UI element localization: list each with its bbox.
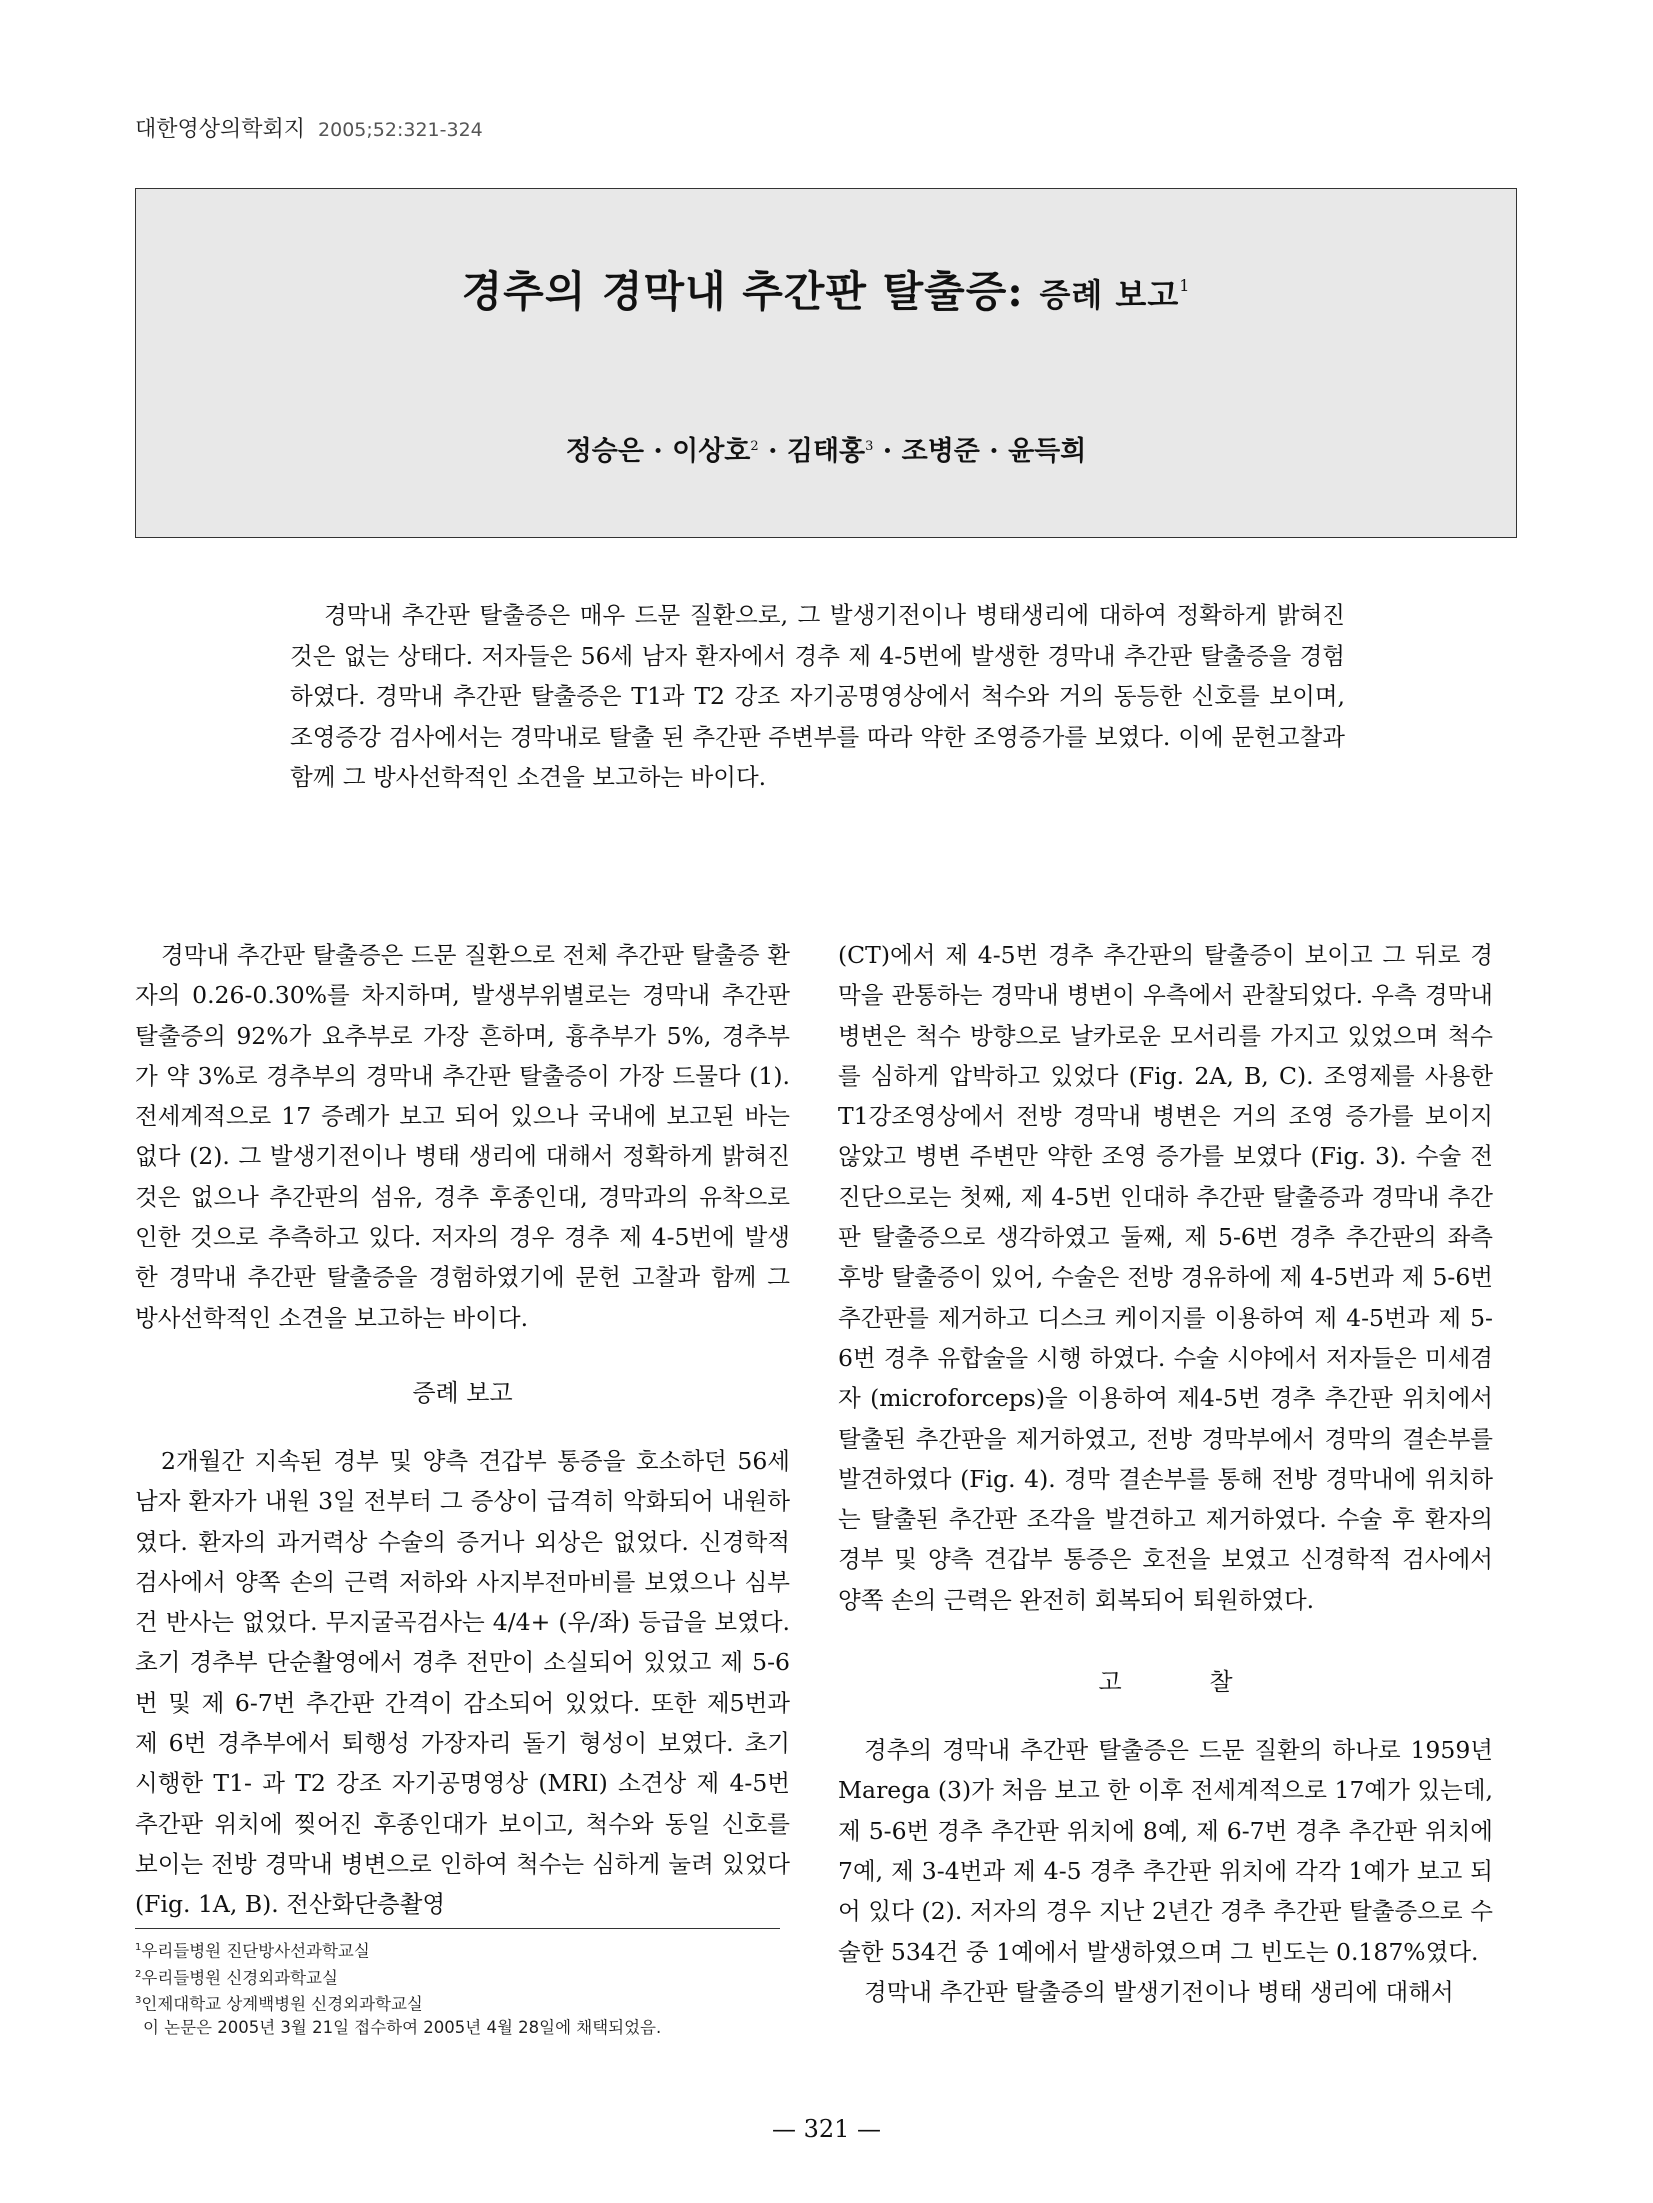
title-box	[135, 188, 1517, 538]
author-2: 이상호	[672, 436, 751, 467]
discussion-paragraph: 경막내 추간판 탈출증의 발생기전이나 병태 생리에 대해서	[864, 1977, 1454, 2006]
footnote-mark: 2	[135, 1968, 142, 1980]
author-3: 김태홍	[786, 436, 866, 467]
introduction-paragraph: 경막내 추간판 탈출증은 드문 질환으로 전체 추간판 탈출증 환자의 0.26-0.30%를 차지하며, 발생부위별로는 경막내 추간판 탈출증의 92%가 요추부로 가장 흔하며, 흉추부가 5%, 경추부가 약 3%로 경추부의 경막내 추간판 탈출증이 가장 드물다 (1). 전세계적으로 17 증례가 보고 되어 있으나 국내에 보고된 바는 없다 (2). 그 발생기전이나 병태 생리에 대해서 정확하게 밝혀진 것은 없으나 추간판의 섬유, 경추 후종인대, 경막과의 유착으로 인한 것으로 추측하고 있다. 저자의 경우 경추 제 4-5번에 발생한 경막내 추간판 탈출증을 경험하였기에 문헌 고찰과 함께 그 방사선학적인 소견을 보고하는 바이다.	[135, 941, 790, 1332]
page-number: — 321 —	[771, 2115, 882, 2143]
author-separator: ·	[758, 436, 787, 467]
title-sub: 증례 보고	[1039, 276, 1180, 314]
author-separator: ·	[873, 436, 902, 467]
footnote-affiliation-3	[135, 1989, 795, 2016]
discussion-heading: 고 찰	[1098, 1668, 1273, 1697]
footnote-text: 이 논문은 2005년 3월 21일 접수하여 2005년 4월 28일에 채택되었음.	[143, 2017, 662, 2037]
author-1: 정승은	[565, 436, 644, 467]
author-5: 윤득희	[1008, 436, 1087, 467]
left-column	[135, 935, 790, 1925]
footnote-received	[135, 2016, 795, 2039]
discussion-paragraph: 경추의 경막내 추간판 탈출증은 드문 질환의 하나로 1959년 Marega (3)가 처음 보고 한 이후 전세계적으로 17예가 있는데, 제 5-6번 경추 추간판 위치에 8예, 제 6-7번 경추 추간판 위치에 7예, 제 3-4번과 제 4-5 경추 추간판 위치에 각각 1예가 보고 되어 있다 (2). 저자의 경우 지난 2년간 경추 추간판 탈출증으로 수술한 534건 중 1예에서 발생하였으며 그 빈도는 0.187%였다.	[838, 1736, 1493, 1966]
footnote-affiliation-1	[135, 1936, 795, 1963]
footnote-mark: 1	[135, 1942, 142, 1953]
journal-header	[135, 112, 483, 143]
title-footnote-mark: 1	[1179, 276, 1191, 295]
case-report-paragraph: 2개월간 지속된 경부 및 양측 견갑부 통증을 호소하던 56세 남자 환자가 내원 3일 전부터 그 증상이 급격히 악화되어 내원하였다. 환자의 과거력상 수술의 증거나 외상은 없었다. 신경학적 검사에서 양쪽 손의 근력 저하와 사지부전마비를 보였으나 심부건 반사는 없었다. 무지굴곡검사는 4/4+ (우/좌) 등급을 보였다. 초기 경추부 단순촬영에서 경추 전만이 소실되어 있었고 제 5-6번 및 제 6-7번 추간판 간격이 감소되어 있었다. 또한 제5번과 제 6번 경추부에서 퇴행성 가장자리 돌기 형성이 보였다. 초기 시행한 T1- 과 T2 강조 자기공명영상 (MRI) 소견상 제 4-5번 추간판 위치에 찢어진 후종인대가 보이고, 척수와 동일 신호를 보이는 전방 경막내 병변으로 인하여 척수는 심하게 눌려 있었다 (Fig. 1A, B). 전산화단층촬영	[135, 1446, 790, 1919]
author-4: 조병준	[901, 436, 980, 467]
article-title	[136, 259, 1516, 319]
footnote-affiliation-2	[135, 1963, 795, 1990]
journal-citation: 2005;52:321-324	[318, 119, 483, 141]
author-2-affiliation: 2	[750, 439, 759, 454]
footnote-text: 인제대학교 상계백병원 신경외과학교실	[141, 1994, 423, 2014]
case-report-paragraph-continued: (CT)에서 제 4-5번 경추 추간판의 탈출증이 보이고 그 뒤로 경막을 관통하는 경막내 병변이 우측에서 관찰되었다. 우측 경막내 병변은 척수 방향으로 날카로운 모서리를 가지고 있었으며 척수를 심하게 압박하고 있었다 (Fig. 2A, B, C). 조영제를 사용한 T1강조영상에서 전방 경막내 병변은 거의 조영 증가를 보이지 않았고 병변 주변만 약한 조영 증가를 보였다 (Fig. 3). 수술 전 진단으로는 첫째, 제 4-5번 인대하 추간판 탈출증과 경막내 추간판 탈출증으로 생각하였고 둘째, 제 5-6번 경추 추간판의 좌측 후방 탈출증이 있어, 수술은 전방 경유하에 제 4-5번과 제 5-6번 추간판를 제거하고 디스크 케이지를 이용하여 제 4-5번과 제 5-6번 경추 유합술을 시행 하였다. 수술 시야에서 저자들은 미세겸자 (microforceps)을 이용하여 제4-5번 경추 추간판 위치에서 탈출된 추간판을 제거하였고, 전방 경막부에서 경막의 결손부를 발견하였다 (Fig. 4). 경막 결손부를 통해 전방 경막내에 위치하는 탈출된 추간판 조각을 발견하고 제거하였다. 수술 후 환자의 경부 및 양측 견갑부 통증은 호전을 보였고 신경학적 검사에서 양쪽 손의 근력은 완전히 회복되어 퇴원하였다.	[838, 941, 1493, 1614]
footnote-text: 우리들병원 진단방사선과학교실	[141, 1941, 370, 1961]
footnote-text: 우리들병원 신경외과학교실	[141, 1968, 338, 1987]
author-separator: ·	[643, 436, 673, 467]
author-3-affiliation: 3	[865, 439, 874, 454]
case-report-heading: 증례 보고	[412, 1378, 513, 1407]
footnote-divider	[135, 1928, 780, 1929]
journal-name: 대한영상의학회지	[135, 117, 306, 142]
title-main: 경추의 경막내 추간판 탈출증:	[461, 267, 1024, 316]
abstract: 경막내 추간판 탈출증은 매우 드문 질환으로, 그 발생기전이나 병태생리에 대하여 정확하게 밝혀진 것은 없는 상태다. 저자들은 56세 남자 환자에서 경추 제 4-5번에 발생한 경막내 추간판 탈출증을 경험하였다. 경막내 추간판 탈출증은 T1과 T2 강조 자기공명영상에서 척수와 거의 동등한 신호를 보이며, 조영증강 검사에서는 경막내로 탈출 된 추간판 주변부를 따라 약한 조영증가를 보였다. 이에 문헌고찰과 함께 그 방사선학적인 소견을 보고하는 바이다.	[290, 601, 1345, 791]
footnote-mark: 3	[135, 1995, 142, 2006]
right-column	[838, 935, 1493, 2012]
footnotes	[135, 1936, 795, 2039]
author-list	[136, 429, 1516, 468]
author-separator: ·	[979, 436, 1009, 467]
